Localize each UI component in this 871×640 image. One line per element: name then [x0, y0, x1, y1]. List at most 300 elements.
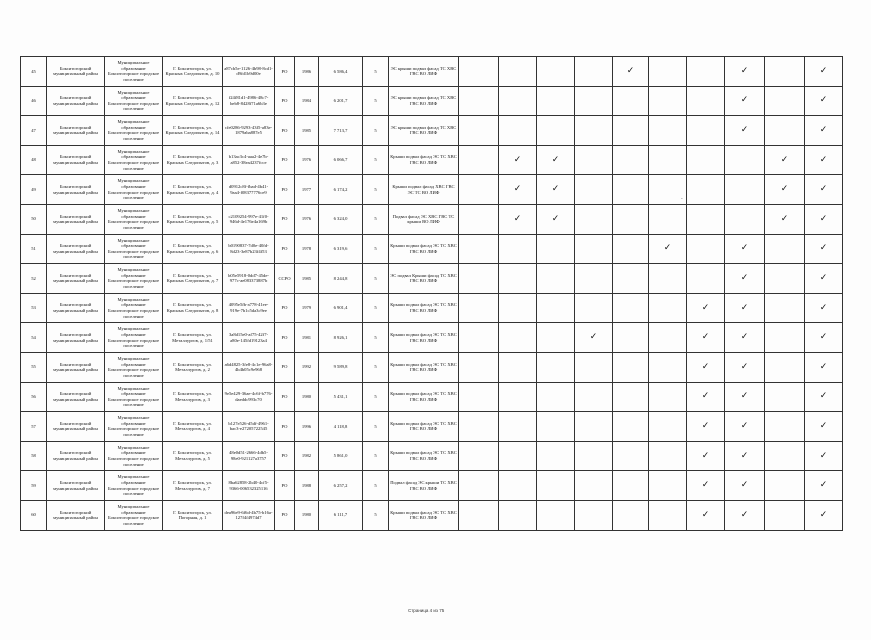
row-number: 54 — [21, 323, 47, 353]
year-cell: 1985 — [295, 264, 319, 294]
guid-cell: f24f81d1-4986-48c7-beb8-8428f71a6b3e — [223, 86, 275, 116]
empty-cell — [649, 86, 687, 116]
check-icon: ✓ — [537, 175, 575, 205]
area-cell: 6 257,2 — [319, 471, 363, 501]
empty-cell — [459, 412, 499, 442]
area-cell: 9 589,8 — [319, 352, 363, 382]
works-cell: Подвал фасад ЭС крыши ТС ХВС ГВС ВО ЛИФ — [389, 471, 459, 501]
check-icon: ✓ — [805, 412, 843, 442]
address-cell: Г. Бокситогорск, ул. Погорная, д. 1 — [163, 500, 223, 530]
check-icon: ✓ — [575, 323, 613, 353]
works-cell: ЭС крыши подвал фасад ТС ХВС ГВС ВО ЛИФ — [389, 116, 459, 146]
district-cell: Бокситогорский муниципальный район — [47, 86, 105, 116]
table-row — [21, 293, 843, 323]
empty-cell — [459, 471, 499, 501]
empty-cell — [575, 382, 613, 412]
table-row — [21, 471, 843, 501]
floors-cell: 5 — [363, 352, 389, 382]
table-row — [21, 264, 843, 294]
year-cell: 1978 — [295, 234, 319, 264]
district-cell: Бокситогорский муниципальный район — [47, 234, 105, 264]
table-row — [21, 204, 843, 234]
area-cell: 8 926,1 — [319, 323, 363, 353]
empty-cell — [575, 471, 613, 501]
empty-cell — [613, 412, 649, 442]
guid-cell: a6d4825-3fe8-4c1e-96a8-4b4b05c9e968 — [223, 352, 275, 382]
row-number: 52 — [21, 264, 47, 294]
empty-cell — [649, 500, 687, 530]
district-cell: Бокситогорский муниципальный район — [47, 293, 105, 323]
empty-cell — [649, 323, 687, 353]
empty-cell — [499, 441, 537, 471]
address-cell: Г. Бокситогорск, ул. Красных Следопытов, д. 8 — [163, 293, 223, 323]
check-icon: ✓ — [805, 175, 843, 205]
empty-cell — [613, 441, 649, 471]
table-row — [21, 441, 843, 471]
address-cell: Г. Бокситогорск, ул. Красных Следопытов, д. 3 — [163, 145, 223, 175]
area-cell: 6 174,2 — [319, 175, 363, 205]
check-icon: ✓ — [725, 471, 765, 501]
floors-cell: 5 — [363, 145, 389, 175]
check-icon: ✓ — [725, 264, 765, 294]
district-cell: Бокситогорский муниципальный район — [47, 500, 105, 530]
district-cell: Бокситогорский муниципальный район — [47, 116, 105, 146]
empty-cell — [575, 500, 613, 530]
empty-cell — [649, 116, 687, 146]
empty-cell — [725, 145, 765, 175]
check-icon: ✓ — [805, 352, 843, 382]
area-cell: 7 713,7 — [319, 116, 363, 146]
fund-cell: ССРО — [275, 264, 295, 294]
empty-cell — [765, 86, 805, 116]
guid-cell: cfe0286-9293-43f5-a83e-1879aba887e5 — [223, 116, 275, 146]
check-icon: ✓ — [687, 352, 725, 382]
check-icon: ✓ — [725, 352, 765, 382]
empty-cell — [499, 234, 537, 264]
row-number: 48 — [21, 145, 47, 175]
empty-cell — [537, 471, 575, 501]
floors-cell: 5 — [363, 412, 389, 442]
area-cell: 6 586,4 — [319, 57, 363, 87]
empty-cell — [575, 204, 613, 234]
empty-cell — [765, 116, 805, 146]
district-cell: Бокситогорский муниципальный район — [47, 412, 105, 442]
row-number: 49 — [21, 175, 47, 205]
check-icon: ✓ — [499, 204, 537, 234]
floors-cell: 5 — [363, 500, 389, 530]
empty-cell — [499, 116, 537, 146]
check-icon: ✓ — [805, 500, 843, 530]
empty-cell — [765, 441, 805, 471]
row-number: 58 — [21, 441, 47, 471]
table-row — [21, 175, 843, 205]
fund-cell: РО — [275, 352, 295, 382]
check-icon: ✓ — [687, 323, 725, 353]
check-icon: ✓ — [805, 145, 843, 175]
empty-cell — [459, 441, 499, 471]
empty-cell — [765, 234, 805, 264]
empty-cell — [537, 234, 575, 264]
check-icon: ✓ — [805, 234, 843, 264]
district-cell: Бокситогорский муниципальный район — [47, 323, 105, 353]
guid-cell: c2109254-997e-41f0-946d-4e176e4a169b — [223, 204, 275, 234]
empty-cell — [613, 234, 649, 264]
settlement-cell: Муниципальное образование Бокситогорское городское поселение — [105, 500, 163, 530]
area-cell: 6 066,7 — [319, 145, 363, 175]
address-cell: Г. Бокситогорск, ул. Красных Следопытов, д. 7 — [163, 264, 223, 294]
guid-cell: dea96e9-6f6d-4b75-b16a-127f4f4974d7 — [223, 500, 275, 530]
empty-cell — [649, 441, 687, 471]
empty-cell — [765, 500, 805, 530]
district-cell: Бокситогорский муниципальный район — [47, 441, 105, 471]
year-cell: 1988 — [295, 471, 319, 501]
fund-cell: РО — [275, 412, 295, 442]
table-row — [21, 323, 843, 353]
check-icon: ✓ — [725, 323, 765, 353]
empty-cell — [537, 264, 575, 294]
settlement-cell: Муниципальное образование Бокситогорское городское поселение — [105, 234, 163, 264]
empty-cell — [459, 500, 499, 530]
year-cell: 1992 — [295, 352, 319, 382]
address-cell: Г. Бокситогорск, ул. Металлургов, д. 7 — [163, 471, 223, 501]
settlement-cell: Муниципальное образование Бокситогорское городское поселение — [105, 471, 163, 501]
empty-cell — [575, 86, 613, 116]
floors-cell: 5 — [363, 116, 389, 146]
empty-cell — [575, 293, 613, 323]
empty-cell — [537, 352, 575, 382]
empty-cell — [459, 323, 499, 353]
empty-cell — [613, 204, 649, 234]
stray-mark: - — [681, 197, 683, 202]
floors-cell: 5 — [363, 293, 389, 323]
fund-cell: РО — [275, 86, 295, 116]
empty-cell — [537, 116, 575, 146]
guid-cell: d0912c8f-fbad-4b41-9aa4-f08377776ce9 — [223, 175, 275, 205]
floors-cell: 5 — [363, 471, 389, 501]
floors-cell: 5 — [363, 204, 389, 234]
empty-cell — [725, 204, 765, 234]
settlement-cell: Муниципальное образование Бокситогорское городское поселение — [105, 323, 163, 353]
district-cell: Бокситогорский муниципальный район — [47, 264, 105, 294]
check-icon: ✓ — [725, 382, 765, 412]
empty-cell — [765, 352, 805, 382]
check-icon: ✓ — [805, 57, 843, 87]
table-row — [21, 382, 843, 412]
empty-cell — [765, 471, 805, 501]
address-cell: Г. Бокситогорск, ул. Красных Следопытов, д. 6 — [163, 234, 223, 264]
page-footer: Страница 4 из 75 — [408, 608, 445, 613]
row-number: 51 — [21, 234, 47, 264]
floors-cell: 5 — [363, 264, 389, 294]
settlement-cell: Муниципальное образование Бокситогорское городское поселение — [105, 412, 163, 442]
empty-cell — [613, 323, 649, 353]
year-cell: 1981 — [295, 323, 319, 353]
area-cell: 6 111,7 — [319, 500, 363, 530]
empty-cell — [613, 86, 649, 116]
address-cell: Г. Бокситогорск, ул. Металлургов, д. 1/51 — [163, 323, 223, 353]
empty-cell — [575, 57, 613, 87]
table-body — [21, 57, 843, 531]
address-cell: Г. Бокситогорск, ул. Красных Следопытов, д. 4 — [163, 175, 223, 205]
empty-cell — [613, 116, 649, 146]
year-cell: 1986 — [295, 57, 319, 87]
empty-cell — [537, 500, 575, 530]
check-icon: ✓ — [725, 500, 765, 530]
works-cell: Крыши подвал фасад ЭС ТС ХВС ГВС ВО ЛИФ — [389, 500, 459, 530]
year-cell: 1984 — [295, 86, 319, 116]
year-cell: 1976 — [295, 204, 319, 234]
empty-cell — [649, 352, 687, 382]
empty-cell — [613, 145, 649, 175]
fund-cell: РО — [275, 234, 295, 264]
empty-cell — [575, 264, 613, 294]
empty-cell — [765, 323, 805, 353]
settlement-cell: Муниципальное образование Бокситогорское городское поселение — [105, 145, 163, 175]
guid-cell: b127e526-d5df-4961-bac3-e27205722545 — [223, 412, 275, 442]
works-cell: Крыши подвал фасад ЭС ТС ХВС ГВС ВО ЛИФ — [389, 323, 459, 353]
empty-cell — [613, 500, 649, 530]
address-cell: Г. Бокситогорск, ул. Металлургов, д. 4 — [163, 412, 223, 442]
empty-cell — [575, 234, 613, 264]
row-number: 47 — [21, 116, 47, 146]
check-icon: ✓ — [725, 86, 765, 116]
address-cell: Г. Бокситогорск, ул. Красных Следопытов, д. 12 — [163, 86, 223, 116]
check-icon: ✓ — [805, 116, 843, 146]
works-cell: Крыши подвал фасад ЭС ТС ХВС ГВС ВО ЛИФ — [389, 412, 459, 442]
check-icon: ✓ — [805, 264, 843, 294]
settlement-cell: Муниципальное образование Бокситогорское городское поселение — [105, 293, 163, 323]
empty-cell — [459, 382, 499, 412]
fund-cell: РО — [275, 293, 295, 323]
table-row — [21, 86, 843, 116]
empty-cell — [499, 500, 537, 530]
empty-cell — [459, 57, 499, 87]
empty-cell — [459, 145, 499, 175]
district-cell: Бокситогорский муниципальный район — [47, 175, 105, 205]
works-cell: Крыши подвал фасад ЭС ТС ХВС ГВС ВО ЛИФ — [389, 234, 459, 264]
check-icon: ✓ — [687, 412, 725, 442]
check-icon: ✓ — [687, 500, 725, 530]
row-number: 50 — [21, 204, 47, 234]
year-cell: 1980 — [295, 382, 319, 412]
area-cell: 6 319,6 — [319, 234, 363, 264]
guid-cell: a87cb5e-1126-4b98-8cd1-d9fd1b9d00e — [223, 57, 275, 87]
check-icon: ✓ — [687, 471, 725, 501]
fund-cell: РО — [275, 500, 295, 530]
area-cell: 5 861,0 — [319, 441, 363, 471]
settlement-cell: Муниципальное образование Бокситогорское городское поселение — [105, 204, 163, 234]
table-row — [21, 145, 843, 175]
table-row — [21, 412, 843, 442]
floors-cell: 5 — [363, 175, 389, 205]
year-cell: 1979 — [295, 293, 319, 323]
empty-cell — [687, 57, 725, 87]
settlement-cell: Муниципальное образование Бокситогорское городское поселение — [105, 264, 163, 294]
area-cell: 8 244,8 — [319, 264, 363, 294]
row-number: 59 — [21, 471, 47, 501]
floors-cell: 5 — [363, 323, 389, 353]
area-cell: 6 324,0 — [319, 204, 363, 234]
district-cell: Бокситогорский муниципальный район — [47, 471, 105, 501]
empty-cell — [499, 86, 537, 116]
area-cell: 6 901,4 — [319, 293, 363, 323]
address-cell: Г. Бокситогорск, ул. Красных Следопытов, д. 5 — [163, 204, 223, 234]
empty-cell — [575, 145, 613, 175]
empty-cell — [687, 86, 725, 116]
fund-cell: РО — [275, 323, 295, 353]
fund-cell: РО — [275, 471, 295, 501]
guid-cell: b13ac3c4-aaa2-4e7b-a852-38ea4237fcce — [223, 145, 275, 175]
check-icon: ✓ — [725, 441, 765, 471]
fund-cell: РО — [275, 116, 295, 146]
district-cell: Бокситогорский муниципальный район — [47, 145, 105, 175]
works-cell: Крыши подвал фасад ЭС ТС ХВС ГВС ВО ЛИФ — [389, 145, 459, 175]
empty-cell — [459, 293, 499, 323]
fund-cell: РО — [275, 204, 295, 234]
check-icon: ✓ — [499, 145, 537, 175]
check-icon: ✓ — [725, 57, 765, 87]
empty-cell — [613, 352, 649, 382]
empty-cell — [649, 471, 687, 501]
fund-cell: РО — [275, 57, 295, 87]
check-icon: ✓ — [805, 471, 843, 501]
empty-cell — [499, 412, 537, 442]
check-icon: ✓ — [687, 441, 725, 471]
empty-cell — [649, 204, 687, 234]
works-cell: ЭС крыши подвал фасад ТС ХВС ГВС ВО ЛИФ — [389, 57, 459, 87]
works-cell: ЭС крыши подвал фасад ТС ХВС ГВС ВО ЛИФ — [389, 86, 459, 116]
row-number: 46 — [21, 86, 47, 116]
table-row — [21, 352, 843, 382]
guid-cell: 3a8d15e0-af75-42f7-a80e-145fd19123a4 — [223, 323, 275, 353]
address-cell: Г. Бокситогорск, ул. Металлургов, д. 2 — [163, 352, 223, 382]
empty-cell — [575, 175, 613, 205]
floors-cell: 5 — [363, 234, 389, 264]
register-table — [20, 56, 843, 531]
row-number: 55 — [21, 352, 47, 382]
year-cell: 1977 — [295, 175, 319, 205]
empty-cell — [575, 352, 613, 382]
year-cell: 1976 — [295, 145, 319, 175]
settlement-cell: Муниципальное образование Бокситогорское городское поселение — [105, 116, 163, 146]
address-cell: Г. Бокситогорск, ул. Красных Следопытов, д. 14 — [163, 116, 223, 146]
check-icon: ✓ — [805, 293, 843, 323]
district-cell: Бокситогорский муниципальный район — [47, 382, 105, 412]
empty-cell — [575, 441, 613, 471]
guid-cell: 4095e5fb-a778-41ee-919e-7b1c5da3c9ee — [223, 293, 275, 323]
settlement-cell: Муниципальное образование Бокситогорское городское поселение — [105, 57, 163, 87]
works-cell: ЭС подвал Крыши фасад ТС ХВС ГВС ВО ЛИФ — [389, 264, 459, 294]
check-icon: ✓ — [725, 293, 765, 323]
row-number: 45 — [21, 57, 47, 87]
empty-cell — [459, 264, 499, 294]
area-cell: 6 201,7 — [319, 86, 363, 116]
empty-cell — [499, 471, 537, 501]
table-row — [21, 116, 843, 146]
address-cell: Г. Бокситогорск, ул. Металлургов, д. 3 — [163, 382, 223, 412]
check-icon: ✓ — [613, 57, 649, 87]
year-cell: 1982 — [295, 441, 319, 471]
table-row — [21, 57, 843, 87]
empty-cell — [499, 352, 537, 382]
check-icon: ✓ — [805, 323, 843, 353]
settlement-cell: Муниципальное образование Бокситогорское городское поселение — [105, 86, 163, 116]
empty-cell — [687, 234, 725, 264]
empty-cell — [459, 204, 499, 234]
check-icon: ✓ — [687, 293, 725, 323]
district-cell: Бокситогорский муниципальный район — [47, 352, 105, 382]
district-cell: Бокситогорский муниципальный район — [47, 204, 105, 234]
empty-cell — [499, 382, 537, 412]
works-cell: Крыши подвал фасад ЭС ТС ХВС ГВС ВО ЛИФ — [389, 382, 459, 412]
empty-cell — [649, 293, 687, 323]
year-cell: 1996 — [295, 412, 319, 442]
guid-cell: 9e5e429-36ae-4c6f-b776-daeddc993c70 — [223, 382, 275, 412]
empty-cell — [499, 57, 537, 87]
empty-cell — [613, 264, 649, 294]
address-cell: Г. Бокситогорск, ул. Красных Следопытов, д. 10 — [163, 57, 223, 87]
check-icon: ✓ — [805, 204, 843, 234]
check-icon: ✓ — [805, 382, 843, 412]
empty-cell — [687, 204, 725, 234]
empty-cell — [687, 116, 725, 146]
empty-cell — [459, 234, 499, 264]
empty-cell — [459, 116, 499, 146]
settlement-cell: Муниципальное образование Бокситогорское городское поселение — [105, 175, 163, 205]
year-cell: 1980 — [295, 500, 319, 530]
area-cell: 5 431,1 — [319, 382, 363, 412]
works-cell: Крыши подвал фасад ЭС ТС ХВС ГВС ВО ЛИФ — [389, 441, 459, 471]
floors-cell: 5 — [363, 382, 389, 412]
works-cell: Крыши подвал фасад ЭС ТС ХВС ГВС ВО ЛИФ — [389, 352, 459, 382]
check-icon: ✓ — [805, 441, 843, 471]
empty-cell — [613, 175, 649, 205]
row-number: 53 — [21, 293, 47, 323]
check-icon: ✓ — [537, 204, 575, 234]
row-number: 57 — [21, 412, 47, 442]
check-icon: ✓ — [725, 412, 765, 442]
check-icon: ✓ — [765, 145, 805, 175]
floors-cell: 5 — [363, 86, 389, 116]
check-icon: ✓ — [499, 175, 537, 205]
empty-cell — [537, 412, 575, 442]
guid-cell: 8ba62858-2b40-4cf5-9366-006532325116 — [223, 471, 275, 501]
check-icon: ✓ — [649, 234, 687, 264]
empty-cell — [725, 175, 765, 205]
area-cell: 4 118,8 — [319, 412, 363, 442]
empty-cell — [537, 293, 575, 323]
empty-cell — [459, 352, 499, 382]
fund-cell: РО — [275, 382, 295, 412]
empty-cell — [765, 412, 805, 442]
empty-cell — [459, 86, 499, 116]
settlement-cell: Муниципальное образование Бокситогорское городское поселение — [105, 382, 163, 412]
empty-cell — [537, 441, 575, 471]
check-icon: ✓ — [805, 86, 843, 116]
works-cell: Подвал фасад ЭС ХВС ГВС ТС крыши ВО ЛИФ — [389, 204, 459, 234]
empty-cell — [537, 323, 575, 353]
empty-cell — [537, 86, 575, 116]
check-icon: ✓ — [537, 145, 575, 175]
empty-cell — [537, 57, 575, 87]
check-icon: ✓ — [725, 116, 765, 146]
floors-cell: 5 — [363, 441, 389, 471]
empty-cell — [613, 382, 649, 412]
empty-cell — [459, 175, 499, 205]
empty-cell — [765, 293, 805, 323]
settlement-cell: Муниципальное образование Бокситогорское городское поселение — [105, 352, 163, 382]
row-number: 60 — [21, 500, 47, 530]
